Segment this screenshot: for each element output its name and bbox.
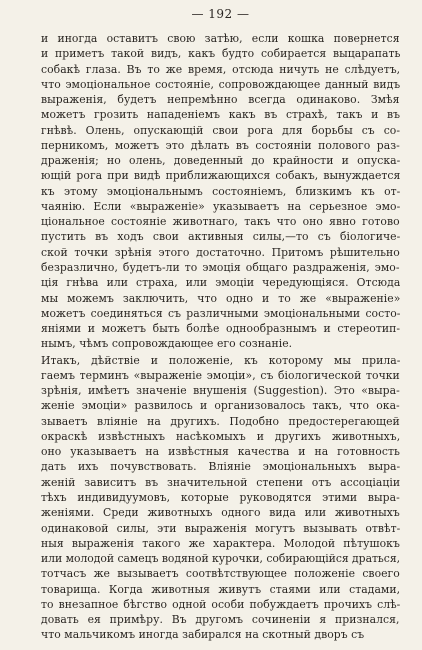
text-line: ющій рога при видѣ приближающихся собакъ, вынуждается bbox=[41, 169, 400, 183]
text-line: и приметъ такой видъ, какъ будто собирается выцарапать bbox=[41, 47, 400, 61]
text-line: нымъ, чѣмъ сопровождающее его сознаніе. bbox=[41, 337, 293, 351]
text-line: довать ея примѣру. Въ другомъ сочиненіи я признался, bbox=[41, 613, 400, 627]
text-line: или молодой самецъ водяной курочки, собирающійся драться, bbox=[41, 552, 400, 566]
text-line: гнѣвѣ. Олень, опускающій свои рога для борьбы съ со- bbox=[41, 123, 400, 137]
text-line: дать ихъ почувствовать. Вліяніе эмоціональныхъ выра- bbox=[41, 460, 400, 474]
paragraph-1 bbox=[41, 31, 400, 352]
text-line: тотчасъ же вызываетъ соотвѣтствующее положеніе своего bbox=[41, 567, 400, 581]
text-line: ской точки зрѣнія этого достаточно. Притомъ рѣшительно bbox=[41, 245, 400, 259]
text-line: женіями. Среди животныхъ одного вида или животныхъ bbox=[41, 506, 400, 520]
text-line: зываетъ вліяніе на другихъ. Подобно предостерегающей bbox=[41, 414, 400, 428]
text-line: безразлично, будетъ-ли то эмоція общаго раздраженія, эмо- bbox=[41, 260, 400, 274]
text-line: ція гнѣва или страха, или эмоціи чередующіяся. Отсюда bbox=[41, 276, 400, 290]
text-line: женій зависитъ въ значительной степени отъ ассоціаціи bbox=[41, 475, 400, 489]
text-line: къ этому эмоціональнымъ состояніемъ, близкимъ къ от- bbox=[41, 184, 400, 198]
page-number: — 192 — bbox=[191, 7, 250, 21]
text-line: выраженія, будетъ непремѣнно всегда одинаково. Змѣя bbox=[41, 93, 400, 107]
text-line: можетъ соединяться съ различными эмоціональными состо- bbox=[41, 306, 400, 320]
text-line: что мальчикомъ иногда забирался на скотный дворъ съ bbox=[41, 628, 365, 642]
text-line: чаянію. Если «выраженіе» указываетъ на серьезное эмо- bbox=[41, 199, 400, 213]
text-line: собакѣ глаза. Въ то же время, отсюда ничуть не слѣдуетъ, bbox=[41, 62, 400, 76]
paragraph-2 bbox=[41, 353, 400, 643]
text-line: пустить въ ходъ свои активныя силы,—то съ біологиче- bbox=[41, 230, 400, 244]
text-line: что эмоціональное состояніе, сопровождающее данный видъ bbox=[41, 77, 400, 91]
text-line: товарища. Когда животныя живутъ стаями или стадами, bbox=[41, 582, 400, 596]
text-line: мы можемъ заключить, что одно и то же «выраженіе» bbox=[41, 291, 400, 305]
text-line: перникомъ, можетъ это дѣлать въ состояніи полового раз- bbox=[41, 138, 400, 152]
text-line: Итакъ, дѣйствіе и положеніе, къ которому мы прила- bbox=[41, 353, 400, 367]
text-line: ціональное состояніе животнаго, такъ что оно явно готово bbox=[41, 215, 400, 229]
text-line: женіе эмоціи» развилось и организовалось такъ, что ока- bbox=[41, 399, 400, 413]
text-line: то внезапное бѣгство одной особи побуждаетъ прочихъ слѣ- bbox=[41, 597, 400, 611]
text-line: яніями и можетъ быть болѣе однообразнымъ и стереотип- bbox=[41, 322, 400, 336]
text-line: зрѣнія, имѣетъ значеніе внушенія (Suggestion). Это «выра- bbox=[41, 384, 400, 398]
text-line: гаемъ терминъ «выраженіе эмоціи», съ біологической точки bbox=[41, 368, 400, 382]
text-line: тѣхъ индивидуумовъ, которые руководятся этими выра- bbox=[41, 490, 400, 504]
text-line: ныя выраженія такого же характера. Молодой пѣтушокъ bbox=[41, 536, 400, 550]
text-line: можетъ грозить нападеніемъ какъ въ страхѣ, такъ и въ bbox=[41, 108, 400, 122]
text-line: окраскѣ извѣстныхъ насѣкомыхъ и другихъ животныхъ, bbox=[41, 429, 400, 443]
text-line: и иногда оставитъ свою затѣю, если кошка повернется bbox=[41, 32, 400, 45]
text-line: драженія; но олень, доведенный до крайности и опуска- bbox=[41, 154, 400, 168]
text-line: одинаковой силы, эти выраженія могутъ вызывать отвѣт- bbox=[41, 521, 400, 535]
text-line: оно указываетъ на извѣстныя качества и на готовность bbox=[41, 445, 400, 459]
